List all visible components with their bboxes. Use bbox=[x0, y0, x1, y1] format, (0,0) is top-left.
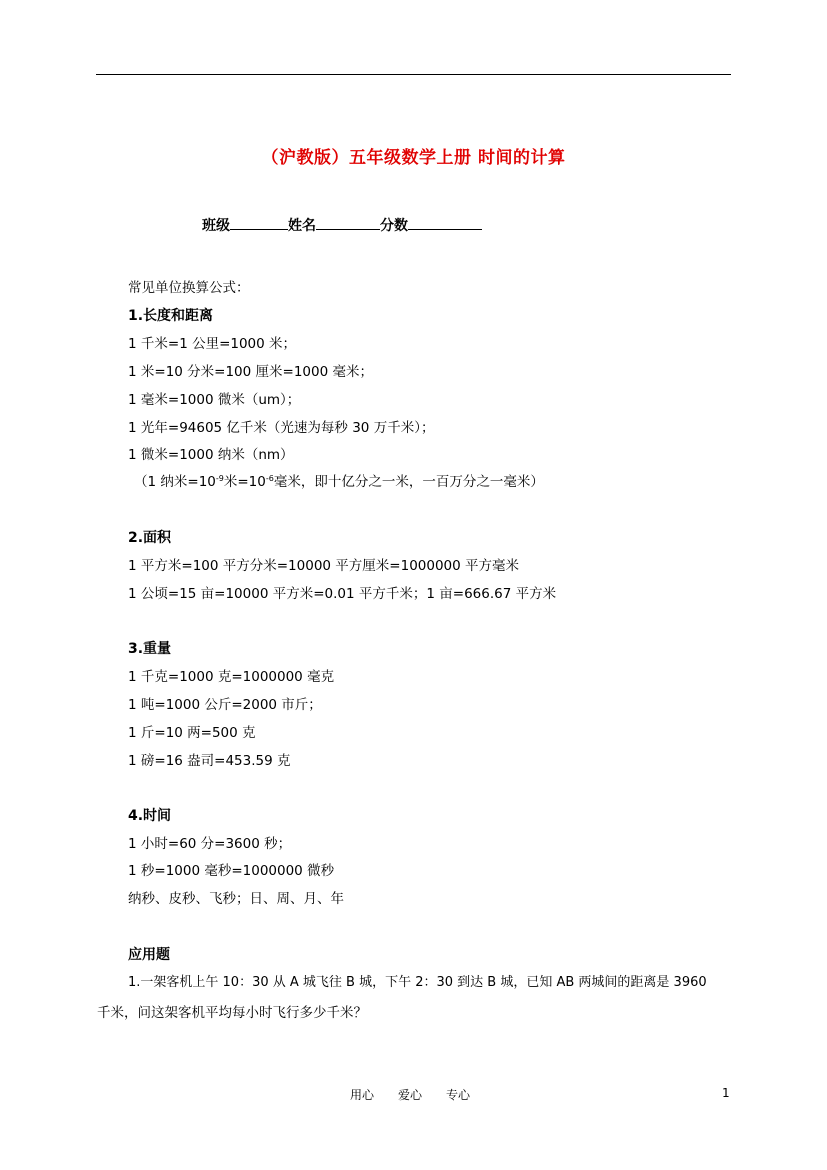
weight-line: 1 磅=16 盎司=453.59 克 bbox=[128, 753, 291, 769]
footer-motto: 用心 爱心 专心 bbox=[350, 1088, 471, 1102]
weight-line: 1 斤=10 两=500 克 bbox=[128, 725, 256, 741]
question-1-line-1: 1.一架客机上午 10：30 从 A 城飞往 B 城，下午 2：30 到达 B 城，已知 AB 两城间的距离是 3960 bbox=[128, 975, 707, 990]
section-heading-weight: 3.重量 bbox=[128, 641, 172, 657]
length-line: 1 米=10 分米=100 厘米=1000 毫米； bbox=[128, 364, 373, 380]
section-heading-length: 1.长度和距离 bbox=[128, 308, 214, 324]
score-label: 分数 bbox=[380, 218, 408, 234]
name-blank[interactable] bbox=[316, 214, 380, 230]
time-line: 1 小时=60 分=3600 秒； bbox=[128, 836, 292, 852]
length-line: 1 微米=1000 纳米（nm） bbox=[128, 447, 294, 463]
note-part: 毫米，即十亿分之一米，一百万分之一毫米） bbox=[273, 474, 544, 490]
weight-line: 1 吨=1000 公斤=2000 市斤； bbox=[128, 697, 322, 713]
exponent: -6 bbox=[265, 474, 274, 483]
page-number: 1 bbox=[722, 1086, 730, 1100]
class-label: 班级 bbox=[202, 218, 230, 234]
name-label: 姓名 bbox=[288, 218, 316, 234]
length-line: 1 毫米=1000 微米（um）； bbox=[128, 392, 301, 408]
score-blank[interactable] bbox=[408, 214, 482, 230]
exponent: -9 bbox=[215, 474, 224, 483]
section-heading-time: 4.时间 bbox=[128, 808, 172, 824]
length-line: 1 千米=1 公里=1000 米； bbox=[128, 336, 297, 352]
note-part: 米=10 bbox=[223, 474, 266, 490]
length-line: 1 光年=94605 亿千米（光速为每秒 30 万千米）； bbox=[128, 420, 435, 436]
intro-text: 常见单位换算公式： bbox=[128, 280, 250, 296]
header-rule bbox=[96, 74, 731, 75]
note-part: （1 纳米=10 bbox=[134, 474, 216, 490]
page-title: （沪教版）五年级数学上册 时间的计算 bbox=[261, 148, 566, 168]
nanometer-note bbox=[134, 473, 544, 491]
question-1-line-2: 千米，问这架客机平均每小时飞行多少千米？ bbox=[97, 1005, 367, 1021]
student-info-row bbox=[202, 214, 482, 235]
area-line: 1 公顷=15 亩=10000 平方米=0.01 平方千米；1 亩=666.67 平方米 bbox=[128, 586, 557, 602]
time-line: 纳秒、皮秒、飞秒；日、周、月、年 bbox=[128, 891, 344, 907]
weight-line: 1 千克=1000 克=1000000 毫克 bbox=[128, 669, 335, 685]
class-blank[interactable] bbox=[230, 214, 288, 230]
time-line: 1 秒=1000 毫秒=1000000 微秒 bbox=[128, 863, 335, 879]
section-heading-applications: 应用题 bbox=[128, 947, 170, 963]
area-line: 1 平方米=100 平方分米=10000 平方厘米=1000000 平方毫米 bbox=[128, 558, 520, 574]
section-heading-area: 2.面积 bbox=[128, 530, 172, 546]
